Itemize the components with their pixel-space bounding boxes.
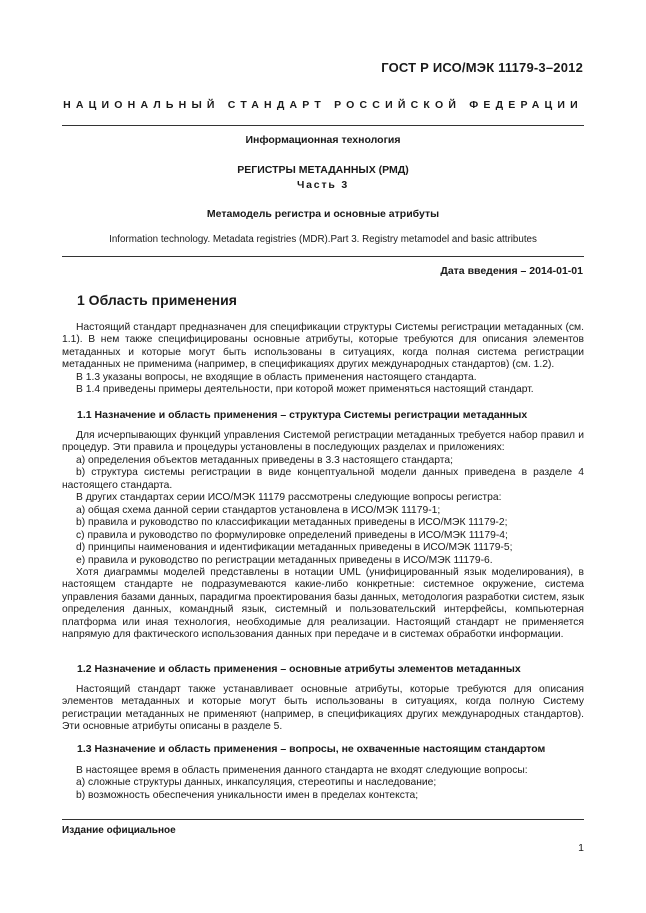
list-item: b) возможность обеспечения уникальности имен в пределах контекста; bbox=[76, 789, 419, 801]
section-1-3-heading: 1.3 Назначение и область применения – вопросы, не охваченные настоящим стандартом bbox=[77, 743, 546, 755]
section-1-2-body bbox=[62, 684, 584, 734]
list-item: е) правила и руководство по регистрации метаданных приведены в ИСО/МЭК 11179-6. bbox=[76, 554, 493, 566]
paragraph: Хотя диаграммы моделей представлены в нотации UML (унифицированный язык моделирования), в настоящем стандарте не подразумеваются какие-либо конкретные: системное окружение, система управления базами данных, парадигма проектирования базы данных, методология разработки систем, язык определения данных, командный язык, системный и пользовательский интерфейсы, компьютерная платформа или иная технология, необходимые для реализации. Настоящий стандарт не применяется напрямую для фактического использования данных при передаче и в системах обработки информации. bbox=[62, 566, 584, 641]
title-part: Часть 3 bbox=[296, 179, 349, 191]
list-item: b) правила и руководство по классификации метаданных приведены в ИСО/МЭК 11179-2; bbox=[76, 517, 508, 529]
list-item: а) сложные структуры данных, инкапсуляция, стереотипы и наследование; bbox=[76, 777, 437, 789]
national-standard-banner: НАЦИОНАЛЬНЫЙ СТАНДАРТ РОССИЙСКОЙ ФЕДЕРАЦИИ bbox=[63, 99, 583, 111]
list-item: а) общая схема данной серии стандартов установлена в ИСО/МЭК 11179-1; bbox=[76, 504, 441, 516]
section-1-body bbox=[62, 322, 584, 397]
section-1-1-body bbox=[62, 430, 584, 642]
page-number: 1 bbox=[578, 842, 584, 854]
title-rule bbox=[62, 256, 584, 257]
footer-rule bbox=[62, 819, 584, 820]
paragraph: В настоящее время в область применения данного стандарта не входят следующие вопросы: bbox=[76, 765, 528, 776]
list-item: а) определения объектов метаданных приведены в 3.3 настоящего стандарта; bbox=[76, 454, 453, 466]
intro-date: Дата введения – 2014-01-01 bbox=[440, 265, 583, 277]
section-1-heading: 1 Область применения bbox=[77, 292, 237, 308]
standard-code: ГОСТ Р ИСО/МЭК 11179-3–2012 bbox=[381, 60, 583, 75]
title-sub: Метамодель регистра и основные атрибуты bbox=[206, 208, 440, 220]
paragraph: В 1.4 приведены примеры деятельности, при которой может применяться настоящий стандарт. bbox=[76, 384, 534, 396]
title-series: Информационная технология bbox=[245, 134, 401, 146]
paragraph: В других стандартах серии ИСО/МЭК 11179 рассмотрены следующие вопросы регистра: bbox=[76, 492, 502, 504]
section-1-3-body bbox=[62, 765, 584, 802]
title-english: Information technology. Metadata registries (MDR).Part 3. Registry metamodel and basic attributes bbox=[109, 234, 537, 245]
list-item: d) принципы наименования и идентификации метаданных приведены в ИСО/МЭК 11179-5; bbox=[76, 542, 513, 554]
title-main: РЕГИСТРЫ МЕТАДАННЫХ (РМД) bbox=[237, 164, 409, 176]
paragraph: Настоящий стандарт также устанавливает основные атрибуты, которые требуются для описания элементов метаданных и которые могут быть использованы в ситуациях, когда полную Систему регистрации метаданных не применяют (например, в спецификациях других международных стандартов). Эти основные атрибуты описаны в разделе 5. bbox=[62, 684, 584, 733]
edition-label: Издание официальное bbox=[62, 825, 176, 836]
top-rule bbox=[62, 125, 584, 126]
paragraph: Для исчерпывающих функций управления Системой регистрации метаданных требуется набор правил и процедур. Эти правила и процедуры установлены в последующих разделах и приложениях: bbox=[62, 430, 584, 454]
list-item: b) структура системы регистрации в виде концептуальной модели данных приведена в разделе 4 настоящего стандарта. bbox=[62, 467, 584, 491]
paragraph: В 1.3 указаны вопросы, не входящие в область применения настоящего стандарта. bbox=[76, 371, 477, 383]
section-1-2-heading: 1.2 Назначение и область применения – основные атрибуты элементов метаданных bbox=[77, 663, 521, 675]
section-1-1-heading: 1.1 Назначение и область применения – структура Системы регистрации метаданных bbox=[77, 409, 528, 421]
paragraph: Настоящий стандарт предназначен для спецификации структуры Системы регистрации метаданных (см. 1.1). В нем также специфицированы основные атрибуты, которые требуются для описания элементов метаданных и которые могут быть использованы в ситуациях, когда полная система регистрации метаданных не применима (например, в спецификациях других международных стандартов) (см. 1.2). bbox=[62, 322, 584, 371]
list-item: c) правила и руководство по формулировке определений приведены в ИСО/МЭК 11179-4; bbox=[76, 529, 508, 541]
